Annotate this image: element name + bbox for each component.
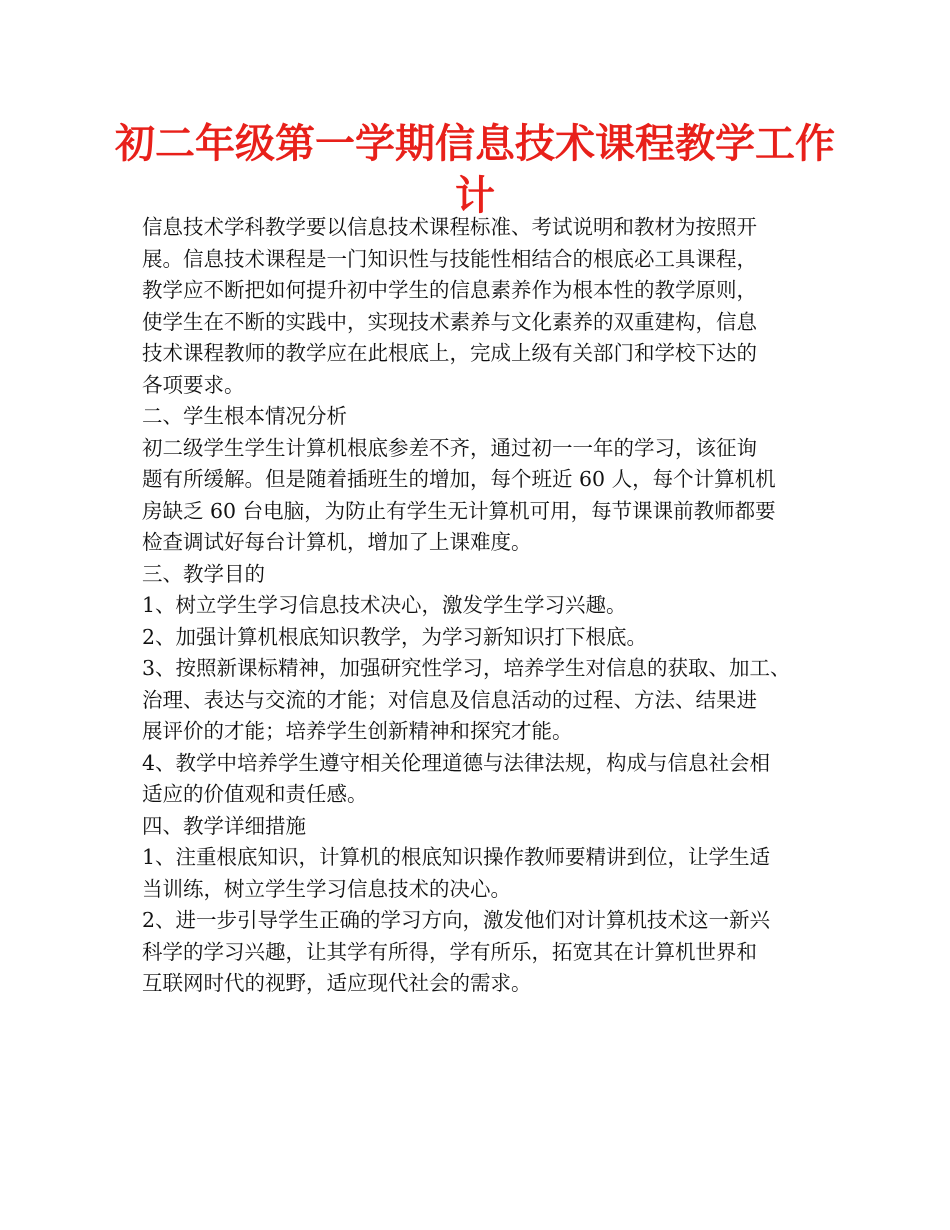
list-item: 2、加强计算机根底知识教学，为学习新知识打下根底。: [142, 624, 648, 649]
body-line: 教学应不断把如何提升初中学生的信息素养作为根本性的教学原则，: [142, 278, 757, 302]
document-body: [142, 212, 832, 1000]
body-line: 各项要求。: [142, 372, 245, 397]
body-line: 房缺乏 60 台电脑，为防止有学生无计算机可用，每节课课前教师都要: [142, 498, 776, 523]
section-heading: 三、教学目的: [142, 561, 265, 586]
body-line: 信息技术学科教学要以信息技术课程标准、考试说明和教材为按照开: [142, 215, 757, 239]
body-line: 治理、表达与交流的才能；对信息及信息活动的过程、方法、结果进: [142, 687, 757, 712]
section-heading: 四、教学详细措施: [142, 813, 306, 838]
list-item: 3、按照新课标精神，加强研究性学习，培养学生对信息的获取、加工、: [142, 656, 791, 680]
body-line: 初二级学生学生计算机根底参差不齐，通过初一一年的学习，该征询: [142, 435, 757, 460]
list-item: 2、进一步引导学生正确的学习方向，激发他们对计算机技术这一新兴: [142, 908, 771, 932]
list-item: 4、教学中培养学生遵守相关伦理道德与法律法规，构成与信息社会相: [142, 750, 771, 775]
body-line: 展。信息技术课程是一门知识性与技能性相结合的根底必工具课程，: [142, 246, 757, 271]
body-line: 当训练，树立学生学习信息技术的决心。: [142, 876, 511, 901]
title-line-2: 计: [455, 173, 495, 219]
body-line: 展评价的才能；培养学生创新精神和探究才能。: [142, 719, 573, 743]
body-line: 技术课程教师的教学应在此根底上，完成上级有关部门和学校下达的: [142, 341, 757, 365]
list-item: 1、注重根底知识，计算机的根底知识操作教师要精讲到位，让学生适: [142, 845, 771, 869]
body-line: 使学生在不断的实践中，实现技术素养与文化素养的双重建构，信息: [142, 309, 757, 334]
body-line: 检查调试好每台计算机，增加了上课难度。: [142, 530, 532, 554]
body-line: 适应的价值观和责任感。: [142, 782, 368, 806]
body-line: 互联网时代的视野，适应现代社会的需求。: [142, 971, 532, 995]
document-title: [100, 118, 850, 222]
section-heading: 二、学生根本情况分析: [142, 404, 347, 428]
list-item: 1、树立学生学习信息技术决心，激发学生学习兴趣。: [142, 593, 627, 617]
body-line: 题有所缓解。但是随着插班生的增加，每个班近 60 人，每个计算机机: [142, 467, 776, 491]
title-line-1: 初二年级第一学期信息技术课程教学工作: [115, 121, 835, 167]
body-line: 科学的学习兴趣，让其学有所得，学有所乐，拓宽其在计算机世界和: [142, 939, 757, 964]
